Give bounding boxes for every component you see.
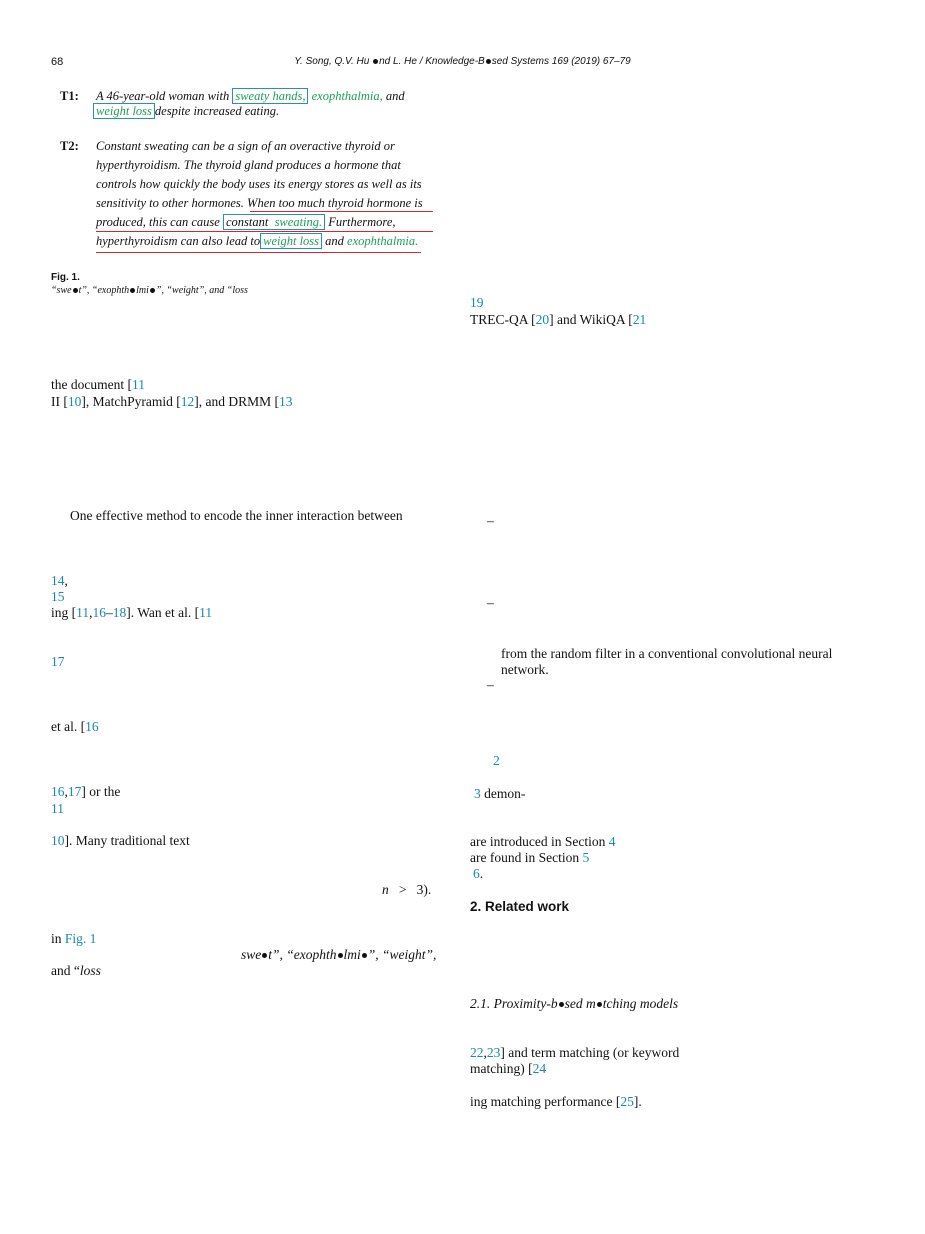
text: despite increased eating.: [154, 104, 280, 118]
left-text-n-gt-3: [382, 882, 431, 898]
text: ] or the: [81, 784, 121, 799]
section-link[interactable]: 3: [474, 786, 481, 801]
redaction-dot: [262, 953, 267, 958]
page-number: 68: [51, 56, 64, 68]
left-text-or-the: [51, 784, 120, 800]
highlight-box: [223, 214, 325, 230]
text: are introduced in Section: [470, 834, 606, 849]
list-dash: –: [487, 677, 494, 692]
right-text-performance: [470, 1094, 642, 1110]
text: TREC-QA [: [470, 312, 536, 327]
t2-line-6: [96, 234, 418, 249]
right-text-section-5: [470, 850, 589, 866]
citation-link[interactable]: 22: [470, 1045, 484, 1060]
running-head-part: nd L. He / Knowledge-B: [379, 56, 485, 67]
t2-label: T2:: [60, 139, 79, 153]
left-text-in-fig: [51, 931, 96, 947]
green-term: sweating.: [274, 215, 323, 229]
t2-line-5: [96, 215, 396, 230]
text: t”, “exophth: [268, 947, 337, 962]
text: loss: [79, 963, 101, 978]
citation-link[interactable]: 25: [620, 1094, 634, 1109]
citation-link[interactable]: 12: [180, 394, 195, 409]
redaction-dot: [130, 288, 135, 293]
text: lmi: [136, 285, 149, 296]
right-text-section-4: [470, 834, 615, 850]
text: are found in Section: [470, 850, 580, 865]
running-head-part: sed Systems 169 (2019) 67–79: [491, 56, 631, 67]
right-text-keyword: [470, 1061, 546, 1077]
text: the document [: [51, 377, 132, 392]
redaction-dot: [559, 1002, 564, 1007]
figure-caption: [51, 285, 248, 296]
citation-link[interactable]: 11: [131, 377, 145, 392]
list-dash: –: [487, 595, 494, 610]
math-var: n: [382, 882, 389, 897]
right-text-section-6: [473, 866, 483, 882]
right-text-demon: [474, 786, 525, 802]
left-text-traditional: [51, 833, 190, 849]
figure-link[interactable]: Fig. 1: [64, 931, 97, 946]
redaction-dot: [597, 1002, 602, 1007]
section-link[interactable]: 5: [582, 850, 590, 865]
text: et al. [: [51, 719, 86, 734]
text: sed m: [564, 996, 596, 1011]
t1-line-1: [96, 89, 405, 104]
left-paragraph-start: One effective method to encode the inner interaction between: [70, 508, 403, 523]
right-text-trec: [470, 312, 646, 328]
text: .: [479, 866, 484, 881]
text: ,: [64, 784, 68, 799]
redaction-dot: [73, 288, 78, 293]
citation-link[interactable]: 11: [199, 605, 213, 620]
redaction-dot: [486, 59, 491, 64]
left-text-document: [51, 377, 145, 393]
text: “swe: [51, 285, 72, 296]
text: –: [106, 605, 113, 620]
redaction-dot: [150, 288, 155, 293]
text: ]. Wan et al. [: [126, 605, 200, 620]
citation-link[interactable]: 2: [493, 753, 500, 768]
redaction-dot: [362, 953, 367, 958]
citation-link[interactable]: 13: [278, 394, 293, 409]
citation-link[interactable]: 21: [632, 312, 647, 327]
citation-link[interactable]: 16: [51, 784, 65, 799]
text: constant: [225, 215, 269, 229]
text: 2.1. Proximity-b: [470, 996, 558, 1011]
citation-link[interactable]: 11: [51, 801, 64, 816]
math-op: >: [398, 882, 407, 897]
left-ref-14: [51, 573, 68, 589]
running-head-part: Y. Song, Q.V. Hu: [294, 56, 373, 67]
text: ] and WikiQA [: [549, 312, 633, 327]
highlight-box: weight loss: [93, 103, 155, 119]
citation-link[interactable]: 10: [67, 394, 82, 409]
section-link[interactable]: 4: [608, 834, 616, 849]
left-text-etal: [51, 719, 99, 735]
citation-link[interactable]: 15: [51, 589, 65, 604]
text: ].: [633, 1094, 642, 1109]
text: ,: [89, 605, 93, 620]
green-term: exophthalmia.: [347, 234, 419, 248]
text: ing [: [51, 605, 77, 620]
underlined-text: When too much thyroid hormone is: [247, 196, 423, 210]
section-link[interactable]: 6: [473, 866, 480, 881]
citation-link[interactable]: 20: [535, 312, 550, 327]
text: in: [51, 931, 62, 946]
citation-link[interactable]: 16: [92, 605, 106, 620]
citation-link[interactable]: 17: [67, 784, 82, 799]
text: ]. Many traditional text: [64, 833, 190, 848]
text: t”, “exophth: [78, 285, 130, 296]
text: produced, this can cause: [96, 215, 220, 229]
t1-line-2: [93, 104, 279, 119]
text: ], and DRMM [: [194, 394, 279, 409]
text: 3).: [416, 882, 432, 897]
citation-link[interactable]: 11: [76, 605, 90, 620]
text: matching) [: [470, 1061, 533, 1076]
right-text-random-1: from the random filter in a conventional convolutional neural: [501, 646, 833, 661]
running-head: [0, 56, 925, 67]
citation-link[interactable]: 18: [112, 605, 127, 620]
text: sensitivity to other hormones.: [96, 196, 244, 210]
t2-line-3: controls how quickly the body uses its energy stores as well as its: [96, 177, 422, 191]
green-term: exophthalmia,: [311, 89, 383, 103]
text: ,: [483, 1045, 487, 1060]
text: ], MatchPyramid [: [81, 394, 181, 409]
highlight-box: weight loss: [260, 233, 322, 249]
left-text-and-loss: [51, 963, 101, 979]
text: II [: [51, 394, 68, 409]
text: and: [325, 234, 344, 248]
text: and: [385, 89, 405, 103]
red-underline: [96, 252, 421, 253]
citation-link[interactable]: 19: [470, 295, 484, 310]
red-underline: [96, 231, 433, 232]
text: demon-: [480, 786, 526, 801]
text: lmi: [343, 947, 361, 962]
subsection-heading: [470, 996, 678, 1012]
redaction-dot: [338, 953, 343, 958]
text: ing matching performance [: [470, 1094, 621, 1109]
red-underline: [250, 211, 433, 212]
text: hyperthyroidism can also lead to: [96, 234, 261, 248]
text: swe: [241, 947, 262, 962]
citation-link[interactable]: 16: [85, 719, 99, 734]
right-text-term-matching: [470, 1045, 679, 1061]
text: A 46-year-old woman with: [96, 89, 230, 103]
section-heading-related-work: 2. Related work: [470, 899, 570, 914]
text: tching models: [602, 996, 679, 1011]
text: ] and term matching (or keyword: [500, 1045, 680, 1060]
t1-label: T1:: [60, 89, 79, 103]
left-text-models: [51, 394, 292, 410]
citation-link[interactable]: 17: [51, 654, 65, 669]
text: Furthermore,: [328, 215, 396, 229]
left-text-terms: [241, 947, 436, 963]
t2-line-4: [96, 196, 423, 211]
left-text-ing: [51, 605, 212, 621]
right-text-random-2: network.: [501, 662, 549, 677]
redaction-dot: [373, 59, 378, 64]
list-dash: –: [487, 513, 494, 528]
t2-line-1: Constant sweating can be a sign of an overactive thyroid or: [96, 139, 395, 153]
text: and “: [51, 963, 80, 978]
text: ”, “weight”,: [367, 947, 437, 962]
citation-link[interactable]: 23: [486, 1045, 501, 1060]
citation-link[interactable]: 24: [532, 1061, 547, 1076]
highlight-box: sweaty hands,: [232, 88, 308, 104]
t2-line-2: hyperthyroidism. The thyroid gland produces a hormone that: [96, 158, 401, 172]
citation-link[interactable]: 10: [51, 833, 65, 848]
citation-link[interactable]: 14: [51, 573, 65, 588]
text: ,: [64, 573, 68, 588]
figure-caption-title: Fig. 1.: [51, 272, 80, 283]
text: ”, “weight”, and “loss: [155, 285, 248, 296]
